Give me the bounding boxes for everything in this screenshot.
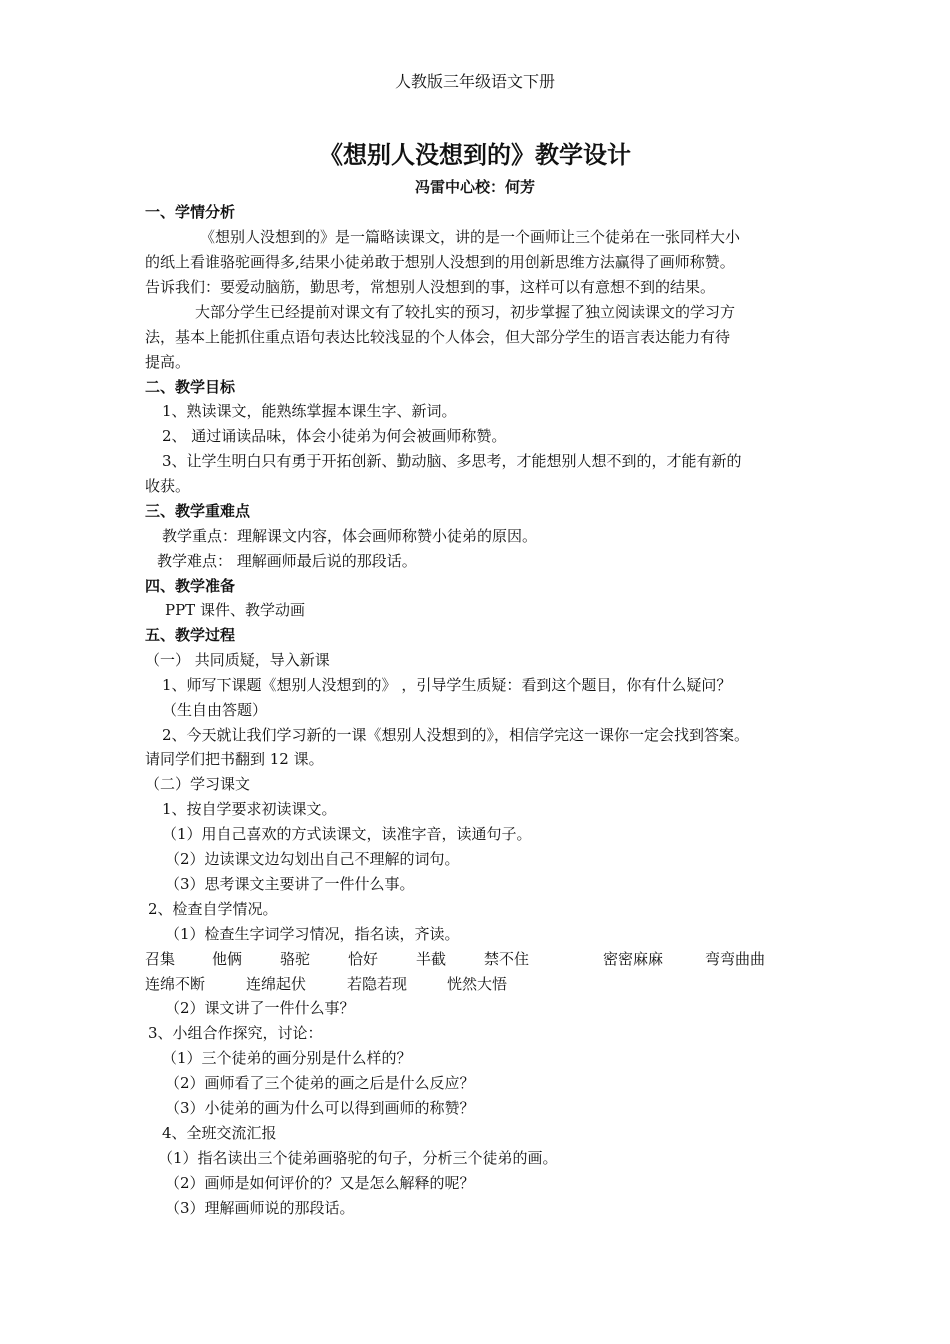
section-heading-2: 二、教学目标 xyxy=(145,378,236,396)
process-line: （2）画师是如何评价的？又是怎么解释的呢？ xyxy=(165,1174,475,1192)
paragraph-line: 的纸上看谁骆驼画得多,结果小徒弟敢于想别人没想到的用创新思维方法赢得了画师称赞。 xyxy=(145,253,735,271)
document-title: 《想别人没想到的》教学设计 xyxy=(319,140,631,169)
page-header: 人教版三年级语文下册 xyxy=(394,72,555,91)
vocab-word: 若隐若现 xyxy=(347,975,408,993)
vocab-word: 禁不住 xyxy=(484,950,530,968)
section-heading-1: 一、学情分析 xyxy=(145,203,236,221)
process-line: （3）理解画师说的那段话。 xyxy=(165,1199,355,1217)
process-line: （3）小徒弟的画为什么可以得到画师的称赞？ xyxy=(165,1099,475,1117)
process-line: （2）边读课文边勾划出自己不理解的词句。 xyxy=(165,850,460,868)
list-item: 1、熟读课文，能熟练掌握本课生字、新词。 xyxy=(162,402,457,420)
process-line: 1、按自学要求初读课文。 xyxy=(162,800,337,818)
vocab-word: 恍然大悟 xyxy=(447,975,508,993)
paragraph-line: 告诉我们：要爱动脑筋，勤思考，常想别人没想到的事，这样可以有意想不到的结果。 xyxy=(145,278,716,296)
difficult-point: 教学难点： 理解画师最后说的那段话。 xyxy=(157,552,417,570)
vocab-word: 他俩 xyxy=(212,950,243,968)
process-line: （2）课文讲了一件什么事？ xyxy=(165,999,355,1017)
section-heading-3: 三、教学重难点 xyxy=(145,502,251,520)
paragraph-line: 提高。 xyxy=(145,353,191,371)
vocab-word: 恰好 xyxy=(348,950,379,968)
subsection-title: （二）学习课文 xyxy=(145,775,251,793)
process-line: 2、今天就让我们学习新的一课《想别人没想到的》，相信学完这一课你一定会找到答案。 xyxy=(162,726,750,744)
process-line: 1、师写下课题《想别人没想到的》 ，引导学生质疑：看到这个题目，你有什么疑问？ xyxy=(162,676,732,694)
paragraph-line: 法，基本上能抓住重点语句表达比较浅显的个人体会，但大部分学生的语言表达能力有待 xyxy=(145,328,731,346)
vocab-word: 密密麻麻 xyxy=(603,950,664,968)
process-line: （3）思考课文主要讲了一件什么事。 xyxy=(165,875,415,893)
list-item: 2、 通过诵读品味，体会小徒弟为何会被画师称赞。 xyxy=(162,427,507,445)
key-point: 教学重点：理解课文内容，体会画师称赞小徒弟的原因。 xyxy=(162,527,538,545)
section-heading-4: 四、教学准备 xyxy=(145,577,236,595)
vocabulary-row-1 xyxy=(0,949,950,969)
list-item: 收获。 xyxy=(145,477,191,495)
process-line: 3、小组合作探究，讨论： xyxy=(148,1024,323,1042)
subsection-title: （一） 共同质疑，导入新课 xyxy=(145,651,330,669)
process-line: （2）画师看了三个徒弟的画之后是什么反应？ xyxy=(165,1074,475,1092)
process-line: 2、检查自学情况。 xyxy=(148,900,278,918)
vocab-word: 骆驼 xyxy=(280,950,311,968)
section-heading-5: 五、教学过程 xyxy=(145,626,236,644)
author-line: 冯雷中心校：何芳 xyxy=(414,178,535,196)
process-line: （1）指名读出三个徒弟画骆驼的句子，分析三个徒弟的画。 xyxy=(158,1149,558,1167)
vocab-word: 连绵不断 xyxy=(145,975,206,993)
vocab-word: 弯弯曲曲 xyxy=(705,950,766,968)
paragraph-line: 《想别人没想到的》是一篇略读课文，讲的是一个画师让三个徒弟在一张同样大小 xyxy=(200,228,741,246)
preparation-content: PPT 课件、教学动画 xyxy=(165,601,305,619)
process-line: （1）用自己喜欢的方式读课文，读准字音，读通句子。 xyxy=(162,825,532,843)
process-line: 请同学们把书翻到 12 课。 xyxy=(145,750,324,768)
process-line: （1）检查生字词学习情况，指名读，齐读。 xyxy=(165,925,460,943)
vocab-word: 半截 xyxy=(416,950,447,968)
vocab-word: 召集 xyxy=(145,950,176,968)
process-line: 4、全班交流汇报 xyxy=(162,1124,277,1142)
process-line: （生自由答题） xyxy=(162,701,268,719)
vocabulary-row-2 xyxy=(0,974,950,994)
process-line: （1）三个徒弟的画分别是什么样的？ xyxy=(162,1049,412,1067)
paragraph-line: 大部分学生已经提前对课文有了较扎实的预习，初步掌握了独立阅读课文的学习方 xyxy=(195,303,736,321)
vocab-word: 连绵起伏 xyxy=(246,975,307,993)
list-item: 3、让学生明白只有勇于开拓创新、勤动脑、多思考，才能想别人想不到的，才能有新的 xyxy=(162,452,742,470)
